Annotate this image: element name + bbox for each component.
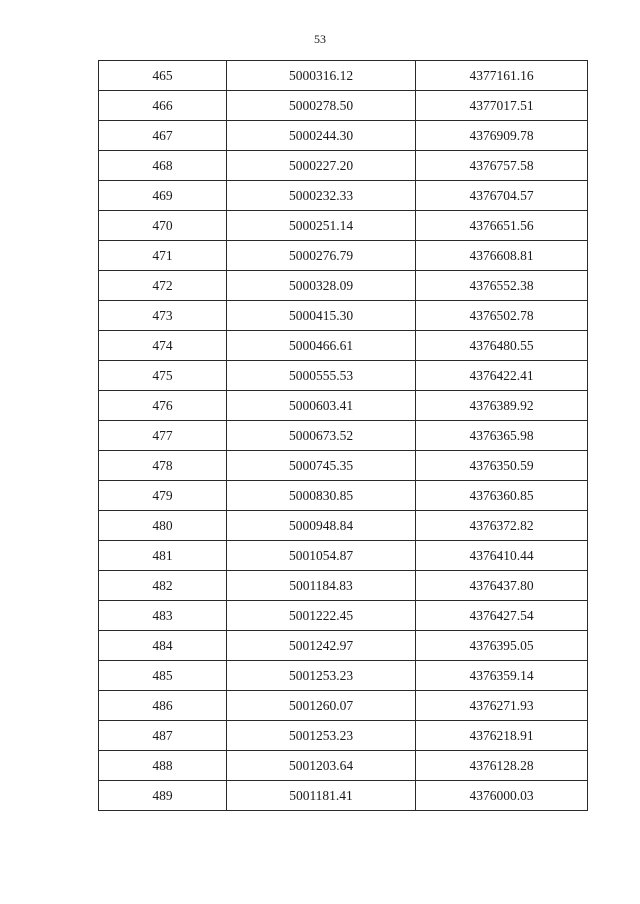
point-number-cell: 472 [99, 271, 227, 301]
x-coordinate-cell: 5000830.85 [227, 481, 416, 511]
x-coordinate-cell: 5000316.12 [227, 61, 416, 91]
point-number-cell: 480 [99, 511, 227, 541]
x-coordinate-cell: 5000555.53 [227, 361, 416, 391]
point-number-cell: 470 [99, 211, 227, 241]
table-row [99, 451, 588, 481]
point-number-cell: 484 [99, 631, 227, 661]
x-coordinate-cell: 5000244.30 [227, 121, 416, 151]
table-row [99, 751, 588, 781]
x-coordinate-cell: 5001222.45 [227, 601, 416, 631]
x-coordinate-cell: 5000278.50 [227, 91, 416, 121]
point-number-cell: 483 [99, 601, 227, 631]
table-row [99, 541, 588, 571]
table-row [99, 211, 588, 241]
point-number-cell: 488 [99, 751, 227, 781]
table-row [99, 691, 588, 721]
x-coordinate-cell: 5001253.23 [227, 721, 416, 751]
point-number-cell: 478 [99, 451, 227, 481]
x-coordinate-cell: 5000227.20 [227, 151, 416, 181]
table-row [99, 151, 588, 181]
y-coordinate-cell: 4376271.93 [416, 691, 588, 721]
x-coordinate-cell: 5000251.14 [227, 211, 416, 241]
y-coordinate-cell: 4376608.81 [416, 241, 588, 271]
x-coordinate-cell: 5001260.07 [227, 691, 416, 721]
y-coordinate-cell: 4376909.78 [416, 121, 588, 151]
point-number-cell: 468 [99, 151, 227, 181]
y-coordinate-cell: 4376552.38 [416, 271, 588, 301]
point-number-cell: 485 [99, 661, 227, 691]
table-row [99, 361, 588, 391]
y-coordinate-cell: 4376651.56 [416, 211, 588, 241]
table-row [99, 661, 588, 691]
x-coordinate-cell: 5001203.64 [227, 751, 416, 781]
y-coordinate-cell: 4376757.58 [416, 151, 588, 181]
x-coordinate-cell: 5000276.79 [227, 241, 416, 271]
page-number: 53 [314, 32, 326, 46]
table-row [99, 61, 588, 91]
y-coordinate-cell: 4376359.14 [416, 661, 588, 691]
y-coordinate-cell: 4376395.05 [416, 631, 588, 661]
coordinate-table [98, 60, 588, 811]
table-row [99, 121, 588, 151]
table-row [99, 631, 588, 661]
table-row [99, 271, 588, 301]
x-coordinate-cell: 5000948.84 [227, 511, 416, 541]
point-number-cell: 476 [99, 391, 227, 421]
y-coordinate-cell: 4376218.91 [416, 721, 588, 751]
point-number-cell: 471 [99, 241, 227, 271]
table-row [99, 781, 588, 811]
y-coordinate-cell: 4376365.98 [416, 421, 588, 451]
table-row [99, 331, 588, 361]
x-coordinate-cell: 5000466.61 [227, 331, 416, 361]
x-coordinate-cell: 5001253.23 [227, 661, 416, 691]
y-coordinate-cell: 4376427.54 [416, 601, 588, 631]
table-row [99, 391, 588, 421]
y-coordinate-cell: 4376502.78 [416, 301, 588, 331]
table-row [99, 181, 588, 211]
x-coordinate-cell: 5000673.52 [227, 421, 416, 451]
x-coordinate-cell: 5001184.83 [227, 571, 416, 601]
point-number-cell: 486 [99, 691, 227, 721]
x-coordinate-cell: 5001181.41 [227, 781, 416, 811]
point-number-cell: 465 [99, 61, 227, 91]
table-row [99, 421, 588, 451]
point-number-cell: 489 [99, 781, 227, 811]
point-number-cell: 473 [99, 301, 227, 331]
y-coordinate-cell: 4376350.59 [416, 451, 588, 481]
table-row [99, 241, 588, 271]
x-coordinate-cell: 5000745.35 [227, 451, 416, 481]
point-number-cell: 467 [99, 121, 227, 151]
point-number-cell: 482 [99, 571, 227, 601]
x-coordinate-cell: 5000415.30 [227, 301, 416, 331]
table-row [99, 481, 588, 511]
table-row [99, 91, 588, 121]
y-coordinate-cell: 4376437.80 [416, 571, 588, 601]
point-number-cell: 477 [99, 421, 227, 451]
point-number-cell: 475 [99, 361, 227, 391]
point-number-cell: 469 [99, 181, 227, 211]
point-number-cell: 479 [99, 481, 227, 511]
x-coordinate-cell: 5000328.09 [227, 271, 416, 301]
x-coordinate-cell: 5000232.33 [227, 181, 416, 211]
y-coordinate-cell: 4376480.55 [416, 331, 588, 361]
y-coordinate-cell: 4376704.57 [416, 181, 588, 211]
table-row [99, 511, 588, 541]
y-coordinate-cell: 4377161.16 [416, 61, 588, 91]
table-row [99, 571, 588, 601]
y-coordinate-cell: 4376389.92 [416, 391, 588, 421]
y-coordinate-cell: 4376128.28 [416, 751, 588, 781]
table-row [99, 721, 588, 751]
coordinate-table-body [99, 61, 588, 811]
y-coordinate-cell: 4376410.44 [416, 541, 588, 571]
y-coordinate-cell: 4376422.41 [416, 361, 588, 391]
point-number-cell: 474 [99, 331, 227, 361]
table-row [99, 601, 588, 631]
point-number-cell: 466 [99, 91, 227, 121]
x-coordinate-cell: 5001242.97 [227, 631, 416, 661]
table-row [99, 301, 588, 331]
point-number-cell: 481 [99, 541, 227, 571]
y-coordinate-cell: 4377017.51 [416, 91, 588, 121]
point-number-cell: 487 [99, 721, 227, 751]
x-coordinate-cell: 5001054.87 [227, 541, 416, 571]
y-coordinate-cell: 4376000.03 [416, 781, 588, 811]
x-coordinate-cell: 5000603.41 [227, 391, 416, 421]
y-coordinate-cell: 4376360.85 [416, 481, 588, 511]
y-coordinate-cell: 4376372.82 [416, 511, 588, 541]
